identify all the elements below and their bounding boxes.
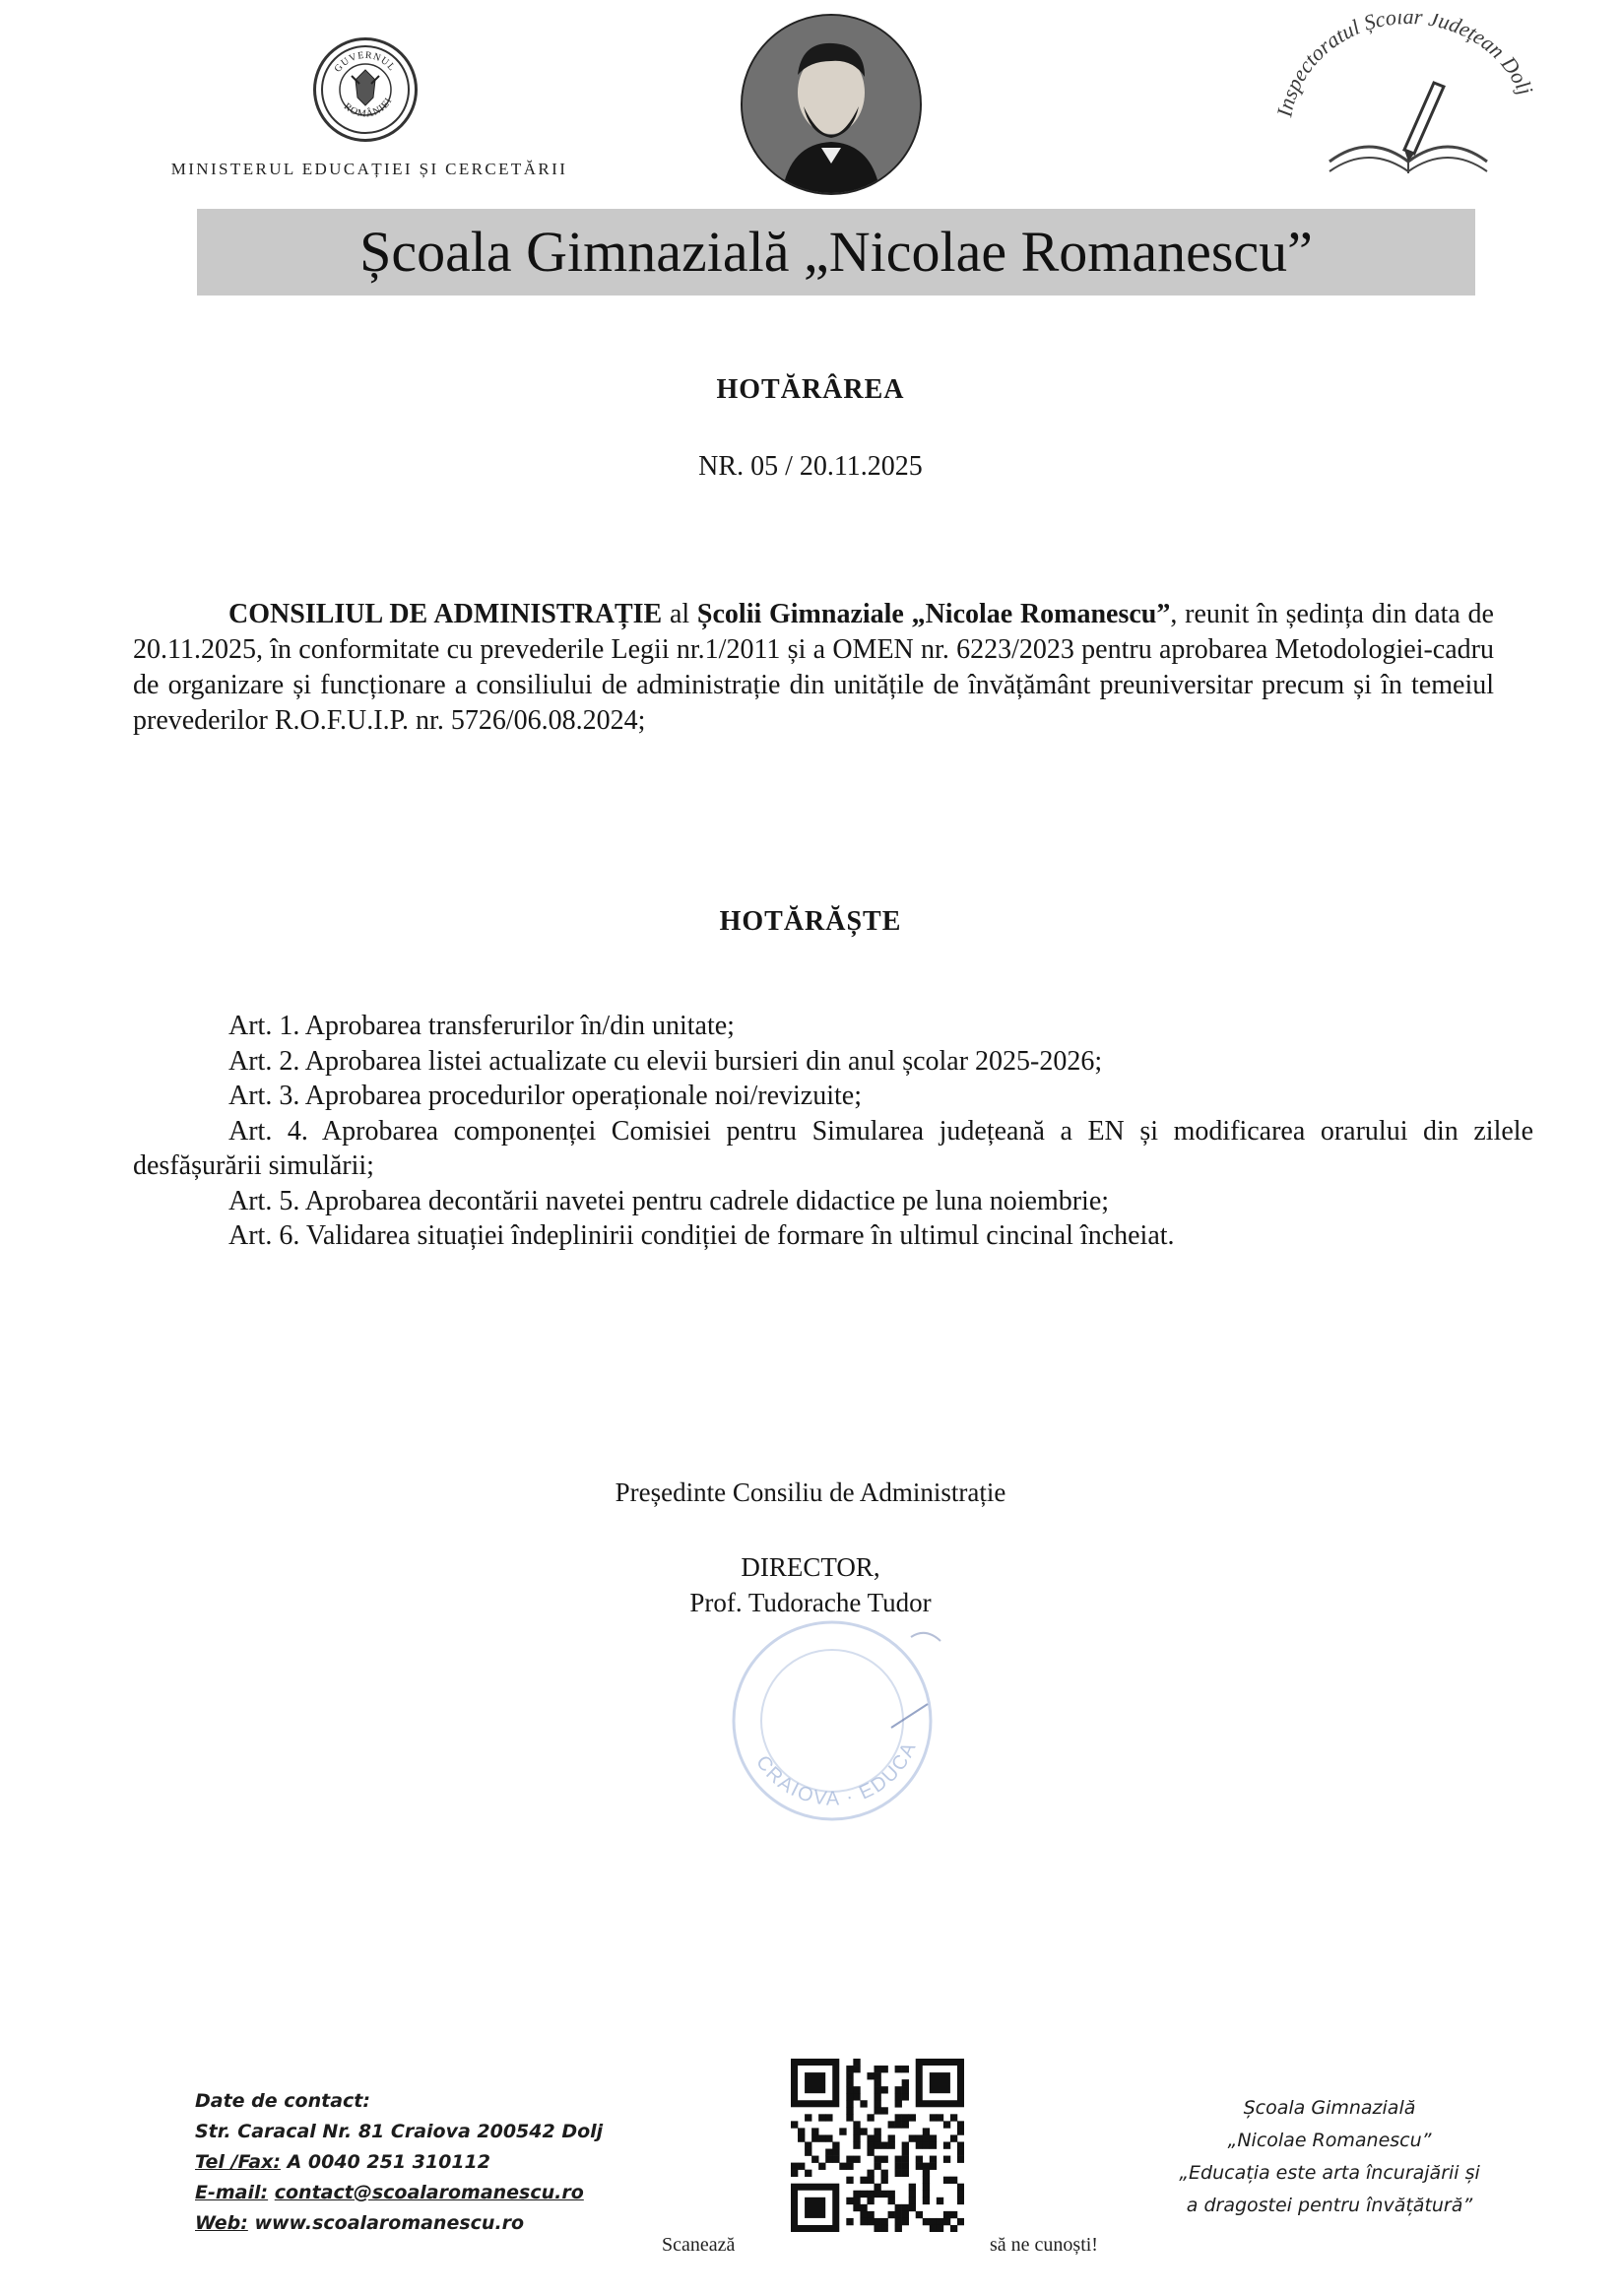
motto-line1: „Educația este arta încurajării și <box>1179 2162 1480 2184</box>
document-number: NR. 05 / 20.11.2025 <box>698 451 923 482</box>
contact-block <box>195 2086 707 2239</box>
article-2: Art. 2. Aprobarea listei actualizate cu elevii bursieri din anul școlar 2025-2026; <box>228 1045 1103 1077</box>
document-title: HOTĂRÂREA <box>716 374 905 405</box>
contact-phone <box>195 2147 707 2178</box>
contact-heading: Date de contact: <box>195 2090 370 2112</box>
svg-text:CRAIOVA · EDUCAȚIEI ȘI: CRAIOVA · EDUCA <box>751 1738 922 1810</box>
scan-caption-left: Scanează <box>662 2234 736 2256</box>
signature-title: DIRECTOR, <box>741 1552 880 1582</box>
email-link[interactable]: contact@scoalaromanescu.ro <box>274 2182 584 2203</box>
article-3: Art. 3. Aprobarea procedurilor operaționale noi/revizuite; <box>228 1081 862 1111</box>
preamble-text: , reunit în ședința din data de 20.11.2025, în conformitate cu prevederile Legii nr.1/2011 și a OMEN nr. 6223/2023 pentru aprobarea Metodologiei-cadru de organizare și funcționare a consiliului de administrație din unitățile de învățământ preuniversitar precum și în temeiul prevederilor R.O.F.U.I.P. nr. 5726/06.08.2024; <box>133 599 1494 736</box>
web-label: Web: <box>195 2212 248 2234</box>
qr-code-icon[interactable] <box>791 2059 964 2232</box>
motto-line2: a dragostei pentru învățătură” <box>1186 2195 1473 2216</box>
school-name: Școlii Gimnaziale „Nicolae Romanescu” <box>696 599 1171 629</box>
article-6: Art. 6. Validarea situației îndeplinirii condiției de formare în ultimul cincinal încheiat. <box>228 1220 1175 1251</box>
footer-school-line1: Școala Gimnazială <box>1243 2097 1416 2119</box>
contact-email <box>195 2178 707 2208</box>
decides-heading: HOTĂRĂȘTE <box>719 906 902 937</box>
articles-list <box>133 1009 1533 1254</box>
isj-dolj-logo <box>1261 14 1556 191</box>
government-seal-icon <box>313 37 418 142</box>
contact-web <box>195 2208 707 2239</box>
article-4: Art. 4. Aprobarea componenței Comisiei pentru Simularea județeană a EN și modificarea orarului din zilele desfășurării simulării; <box>133 1115 1533 1181</box>
official-stamp <box>689 1598 975 1844</box>
footer-school-line2: „Nicolae Romanescu” <box>1227 2130 1432 2151</box>
signature-role: Președinte Consiliu de Administrație <box>615 1477 1006 1507</box>
scan-caption-right: să ne cunoști! <box>990 2234 1098 2256</box>
school-motto-block <box>1123 2092 1536 2222</box>
phone-label: Tel /Fax: <box>195 2151 281 2173</box>
svg-text:Inspectoratul Școlar Județean: Inspectoratul Școlar Județean Dolj <box>1271 14 1538 119</box>
preamble-connector: al <box>662 599 697 629</box>
decision-preamble <box>133 597 1494 739</box>
email-label: E-mail: <box>195 2182 269 2203</box>
ministry-name: MINISTERUL EDUCAȚIEI ȘI CERCETĂRII <box>170 160 568 178</box>
school-banner-title: Școala Gimnazială „Nicolae Romanescu” <box>359 220 1313 284</box>
article-1: Art. 1. Aprobarea transferurilor în/din unitate; <box>228 1011 735 1041</box>
signature-name: Prof. Tudorache Tudor <box>689 1588 932 1617</box>
contact-address: Str. Caracal Nr. 81 Craiova 200542 Dolj <box>195 2121 604 2142</box>
portrait-image <box>741 14 922 195</box>
svg-text:ROMÂNIEI: ROMÂNIEI <box>342 96 395 120</box>
svg-text:GUVERNUL: GUVERNUL <box>332 49 398 75</box>
article-5: Art. 5. Aprobarea decontării navetei pentru cadrele didactice pe luna noiembrie; <box>228 1185 1110 1216</box>
council-name: CONSILIUL DE ADMINISTRAȚIE <box>228 599 663 629</box>
web-link[interactable]: www.scoalaromanescu.ro <box>254 2212 525 2234</box>
phone-value: A 0040 251 310112 <box>280 2151 490 2173</box>
